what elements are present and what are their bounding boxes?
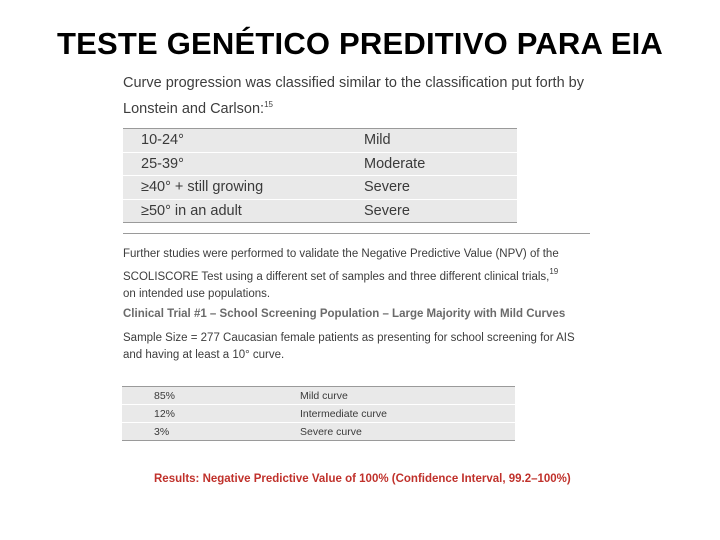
table-row	[122, 422, 515, 440]
table-row	[123, 175, 517, 199]
validation-line-2: SCOLISCORE Test using a different set of samples and three different clinical trials,	[123, 271, 550, 283]
table-row	[122, 404, 515, 422]
curve-type-cell: Severe curve	[300, 425, 362, 438]
validation-paragraph	[123, 246, 593, 303]
curve-type-cell: Mild curve	[300, 389, 348, 402]
percent-cell: 12%	[154, 407, 176, 420]
curve-angle-cell: ≥50° in an adult	[141, 202, 242, 219]
curve-type-cell: Intermediate curve	[300, 407, 387, 420]
table-row	[123, 199, 517, 223]
curve-class-cell: Severe	[364, 179, 410, 196]
intro-text	[123, 73, 603, 120]
results-statement: Results: Negative Predictive Value of 100% (Confidence Interval, 99.2–100%)	[154, 473, 571, 485]
curve-distribution-table	[122, 386, 515, 441]
sample-line-2: and having at least a 10° curve.	[123, 349, 285, 361]
curve-angle-cell: 25-39°	[141, 155, 184, 172]
curve-class-cell: Mild	[364, 132, 391, 149]
validation-line-1: Further studies were performed to validate the Negative Predictive Value (NPV) of the	[123, 248, 559, 260]
percent-cell: 85%	[154, 389, 176, 402]
curve-class-cell: Moderate	[364, 155, 426, 172]
validation-reference: 19	[549, 267, 559, 276]
validation-line-3: on intended use populations.	[123, 288, 271, 300]
intro-line-1: Curve progression was classified similar to the classification put forth by	[123, 75, 584, 91]
table-row	[123, 129, 517, 152]
intro-line-2: Lonstein and Carlson:	[123, 101, 265, 117]
section-divider	[123, 233, 590, 234]
curve-angle-cell: ≥40° + still growing	[141, 179, 264, 196]
page-title: TESTE GENÉTICO PREDITIVO PARA EIA	[57, 26, 663, 61]
sample-line-1: Sample Size = 277 Caucasian female patients as presenting for school screening for AIS	[123, 332, 575, 344]
table-row	[123, 152, 517, 176]
percent-cell: 3%	[154, 425, 170, 438]
sample-size-paragraph	[123, 330, 593, 364]
table-row	[122, 387, 515, 404]
curve-angle-cell: 10-24°	[141, 132, 184, 149]
intro-reference: 15	[264, 100, 273, 109]
curve-class-cell: Severe	[364, 202, 410, 219]
trial-heading: Clinical Trial #1 – School Screening Population – Large Majority with Mild Curves	[123, 308, 566, 320]
curve-classification-table	[123, 128, 517, 223]
